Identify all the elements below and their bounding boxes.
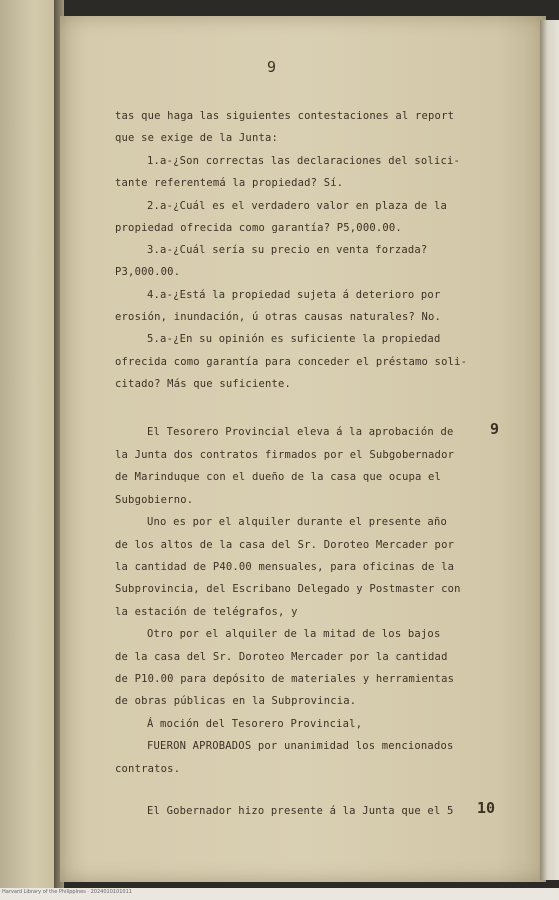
- text-line: tas que haga las siguientes contestaciones al report: [115, 110, 455, 122]
- margin-number: 10: [477, 799, 496, 817]
- text-line: citado? Más que suficiente.: [115, 378, 292, 390]
- text-line: ofrecida como garantía para conceder el préstamo soli-: [115, 356, 468, 368]
- text-line: tante referentemá la propiedad? Sí.: [115, 177, 344, 189]
- text-line: 2.a-¿Cuál es el verdadero valor en plaza de la: [147, 200, 447, 212]
- text-line: de los altos de la casa del Sr. Doroteo Mercader por: [115, 539, 455, 551]
- footer-text: Harvard Library of the Philippines · 2024010101011: [2, 889, 132, 895]
- text-line: Otro por el alquiler de la mitad de los bajos: [147, 628, 441, 640]
- text-line: 3.a-¿Cuál sería su precio en venta forzada?: [147, 244, 428, 256]
- text-line: Subprovincia, del Escribano Delegado y Postmaster con: [115, 583, 461, 595]
- text-line: de P10.00 para depósito de materiales y herramientas: [115, 673, 455, 685]
- text-line: Subgobierno.: [115, 494, 194, 506]
- page-number: 9: [267, 58, 277, 76]
- text-line: de obras públicas en la Subprovincia.: [115, 695, 357, 707]
- text-line: la cantidad de P40.00 mensuales, para oficinas de la: [115, 561, 455, 573]
- text-line: de la casa del Sr. Doroteo Mercader por la cantidad: [115, 651, 448, 663]
- text-line: de Marinduque con el dueño de la casa que ocupa el: [115, 471, 442, 483]
- left-page-edge: [0, 0, 57, 888]
- text-line: que se exige de la Junta:: [115, 132, 279, 144]
- text-line: propiedad ofrecida como garantía? P5,000.00.: [115, 222, 402, 234]
- text-line: P3,000.00.: [115, 266, 181, 278]
- text-line: El Gobernador hizo presente á la Junta que el 5: [147, 805, 454, 817]
- margin-number: 9: [490, 420, 500, 438]
- text-line: 4.a-¿Está la propiedad sujeta á deterioro por: [147, 289, 441, 301]
- text-line: contratos.: [115, 763, 181, 775]
- right-page-edge: [540, 20, 559, 880]
- text-line: 1.a-¿Son correctas las declaraciones del solici-: [147, 155, 461, 167]
- text-line: erosión, inundación, ú otras causas naturales? No.: [115, 311, 442, 323]
- text-line: FUERON APROBADOS por unanimidad los mencionados: [147, 740, 454, 752]
- text-line: Uno es por el alquiler durante el presente año: [147, 516, 447, 528]
- text-line: la Junta dos contratos firmados por el Subgobernador: [115, 449, 455, 461]
- text-line: El Tesorero Provincial eleva á la aprobación de: [147, 426, 454, 438]
- text-line: 5.a-¿En su opinión es suficiente la propiedad: [147, 333, 441, 345]
- text-line: Á moción del Tesorero Provincial,: [147, 718, 363, 730]
- text-line: la estación de telégrafos, y: [115, 606, 298, 618]
